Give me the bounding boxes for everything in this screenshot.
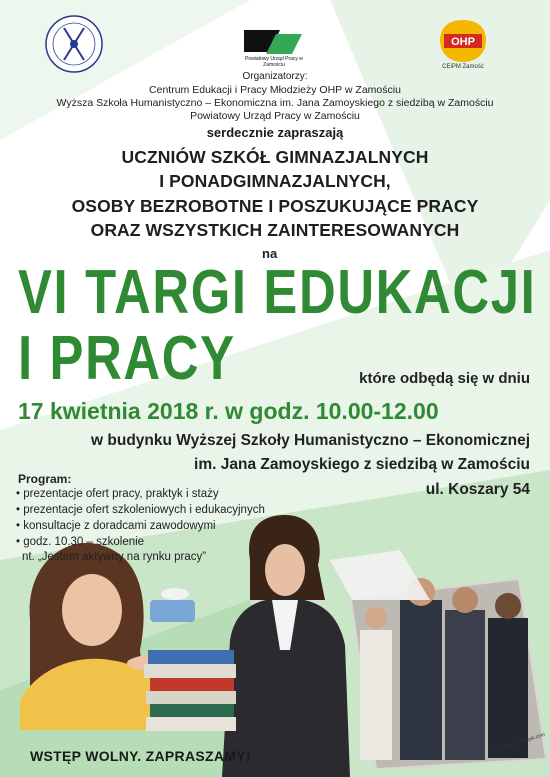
program-title: Program:: [18, 472, 72, 486]
image-credit: designed by freepik.com: [492, 731, 546, 755]
program-item: nt. „Jestem aktywny na rynku pracy”: [22, 551, 207, 563]
organizer-emblem-logo: [44, 14, 104, 74]
ohp-logo: [438, 18, 488, 64]
program-item: • prezentacje ofert szkoleniowych i edukacyjnych: [16, 504, 265, 516]
organizer-line-3: Powiatowy Urząd Pracy w Zamościu: [190, 110, 360, 122]
ceipm-caption: CEiPM Zamość: [442, 64, 484, 70]
pup-logo-caption: Powiatowy Urząd Pracy w Zamościu: [245, 56, 303, 68]
ohp-logo-text: OHP: [451, 36, 475, 48]
venue-address: ul. Koszary 54: [425, 481, 530, 498]
venue-line-2: im. Jana Zamoyskiego z siedzibą w Zamościu: [194, 456, 530, 473]
program-item: • konsultacje z doradcami zawodowymi: [16, 520, 216, 532]
organizers-label: Organizatorzy:: [242, 71, 308, 82]
book-stack: [144, 650, 236, 731]
audience-line-1: UCZNIÓW SZKÓŁ GIMNAZJALNYCH: [121, 147, 429, 167]
event-date-time: 17 kwietnia 2018 r. w godz. 10.00-12.00: [18, 398, 439, 424]
audience-line-2: I PONADGIMNAZJALNYCH,: [159, 171, 391, 191]
program-item: • prezentacje ofert pracy, praktyk i staży: [16, 488, 219, 500]
organizer-line-1: Centrum Edukacji i Pracy Młodzieży OHP w Zamościu: [149, 84, 401, 96]
footer-text: WSTĘP WOLNY. ZAPRASZAMY!: [30, 748, 251, 764]
invite-text: serdecznie zapraszają: [206, 125, 344, 140]
audience-line-3: OSOBY BEZROBOTNE I POSZUKUJĄCE PRACY: [71, 196, 479, 216]
audience-line-4: ORAZ WSZYSTKICH ZAINTERESOWANYCH: [90, 220, 460, 240]
na-text: na: [262, 246, 278, 261]
program-item: • godz. 10.30 – szkolenie: [16, 536, 145, 548]
organizer-line-2: Wyższa Szkoła Humanistyczno – Ekonomiczna im. Jana Zamoyskiego z siedzibą w Zamościu: [56, 97, 494, 109]
event-title-line-2: I PRACY: [18, 324, 236, 393]
venue-line-1: w budynku Wyższej Szkoły Humanistyczno – Ekonomicznej: [91, 432, 530, 449]
when-intro: które odbędą się w dniu: [359, 370, 530, 387]
event-title-line-1: VI TARGI EDUKACJI: [18, 258, 537, 327]
